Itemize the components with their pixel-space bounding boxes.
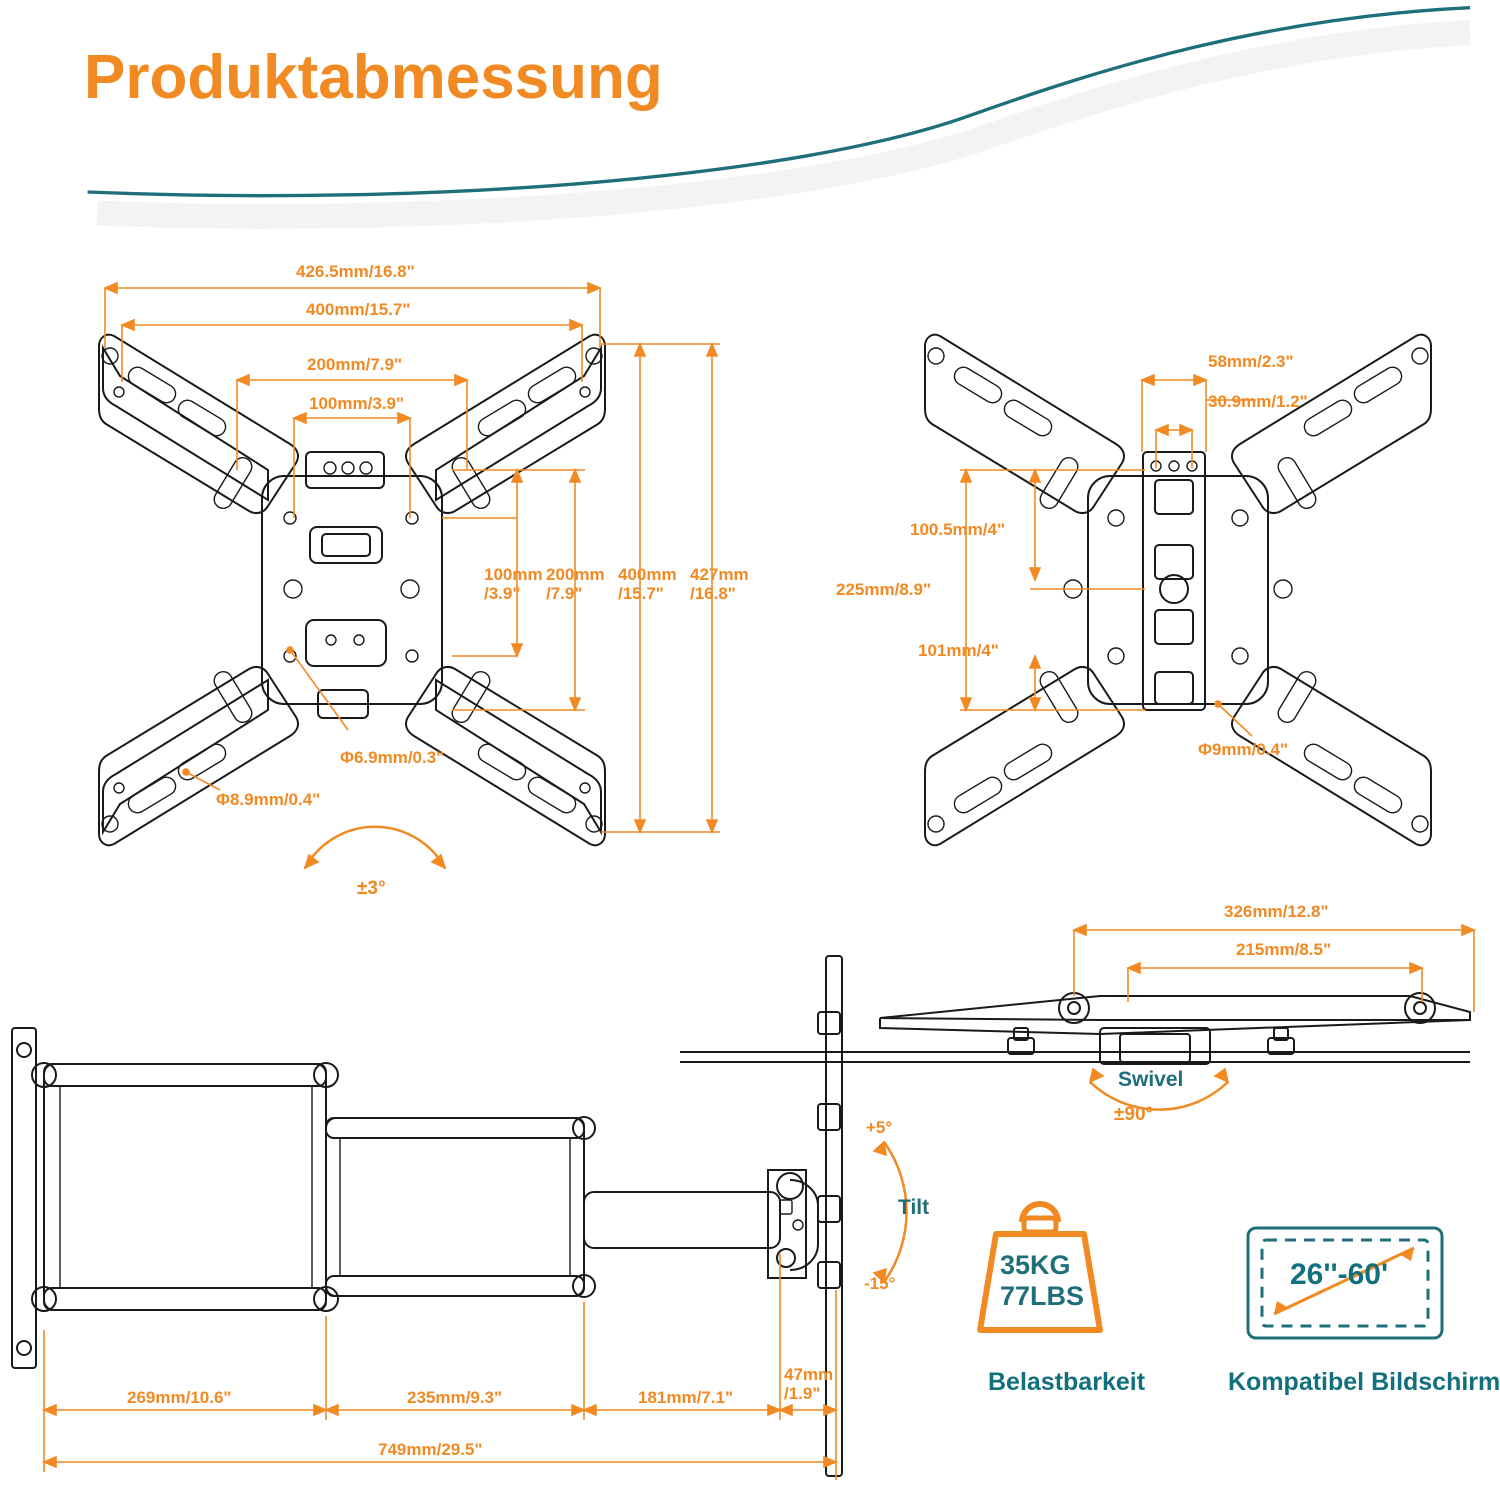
- side-dim-181: 181mm/7.1": [638, 1388, 734, 1407]
- front-dim-200: 200mm/7.9": [307, 355, 403, 374]
- tilt-label: Tilt: [898, 1196, 930, 1219]
- back-dim-100-5: 100.5mm/4": [910, 520, 1006, 539]
- back-dim-30-9: 30.9mm/1.2": [1208, 392, 1308, 411]
- back-dim-58: 58mm/2.3": [1208, 352, 1294, 371]
- weight-value-kg: 35KG: [1000, 1250, 1071, 1280]
- weight-caption: Belastbarkeit: [988, 1368, 1146, 1396]
- swivel-label: Swivel: [1118, 1068, 1184, 1091]
- front-vdim-400: 400mm /15.7": [618, 565, 677, 603]
- front-dim-100: 100mm/3.9": [309, 394, 405, 413]
- page-title: Produktabmessung: [84, 43, 663, 112]
- top-dim-215: 215mm/8.5": [1236, 940, 1332, 959]
- front-dim-426: 426.5mm/16.8": [296, 262, 415, 281]
- side-dim-235: 235mm/9.3": [407, 1388, 503, 1407]
- side-dim-749: 749mm/29.5": [378, 1440, 483, 1459]
- front-vdim-100: 100mm /3.9": [484, 565, 543, 603]
- back-hole-label: Φ9mm/0.4": [1198, 740, 1289, 759]
- front-vdim-200: 200mm /7.9": [546, 565, 605, 603]
- front-tilt-angle-label: ±3°: [357, 878, 386, 899]
- screen-size-value: 26''-60': [1290, 1258, 1389, 1291]
- weight-value: [1000, 1250, 1084, 1312]
- top-dim-326: 326mm/12.8": [1224, 902, 1329, 921]
- back-dim-225: 225mm/8.9": [836, 580, 932, 599]
- front-vdim-427: 427mm /16.8": [690, 565, 749, 603]
- side-dim-47: 47mm /1.9": [784, 1365, 834, 1403]
- swivel-angle-label: ±90°: [1114, 1104, 1154, 1125]
- tilt-up-label: +5°: [866, 1118, 893, 1137]
- weight-value-lbs: 77LBS: [1000, 1281, 1085, 1312]
- front-hole-large-label: Φ8.9mm/0.4": [216, 790, 321, 809]
- tilt-down-label: -15°: [864, 1274, 896, 1293]
- side-dim-269: 269mm/10.6": [127, 1388, 232, 1407]
- screen-size-caption: Kompatibel Bildschirm: [1228, 1368, 1500, 1396]
- front-dim-400: 400mm/15.7": [306, 300, 411, 319]
- front-hole-small-label: Φ6.9mm/0.3": [340, 748, 445, 767]
- back-dim-101: 101mm/4": [918, 641, 999, 660]
